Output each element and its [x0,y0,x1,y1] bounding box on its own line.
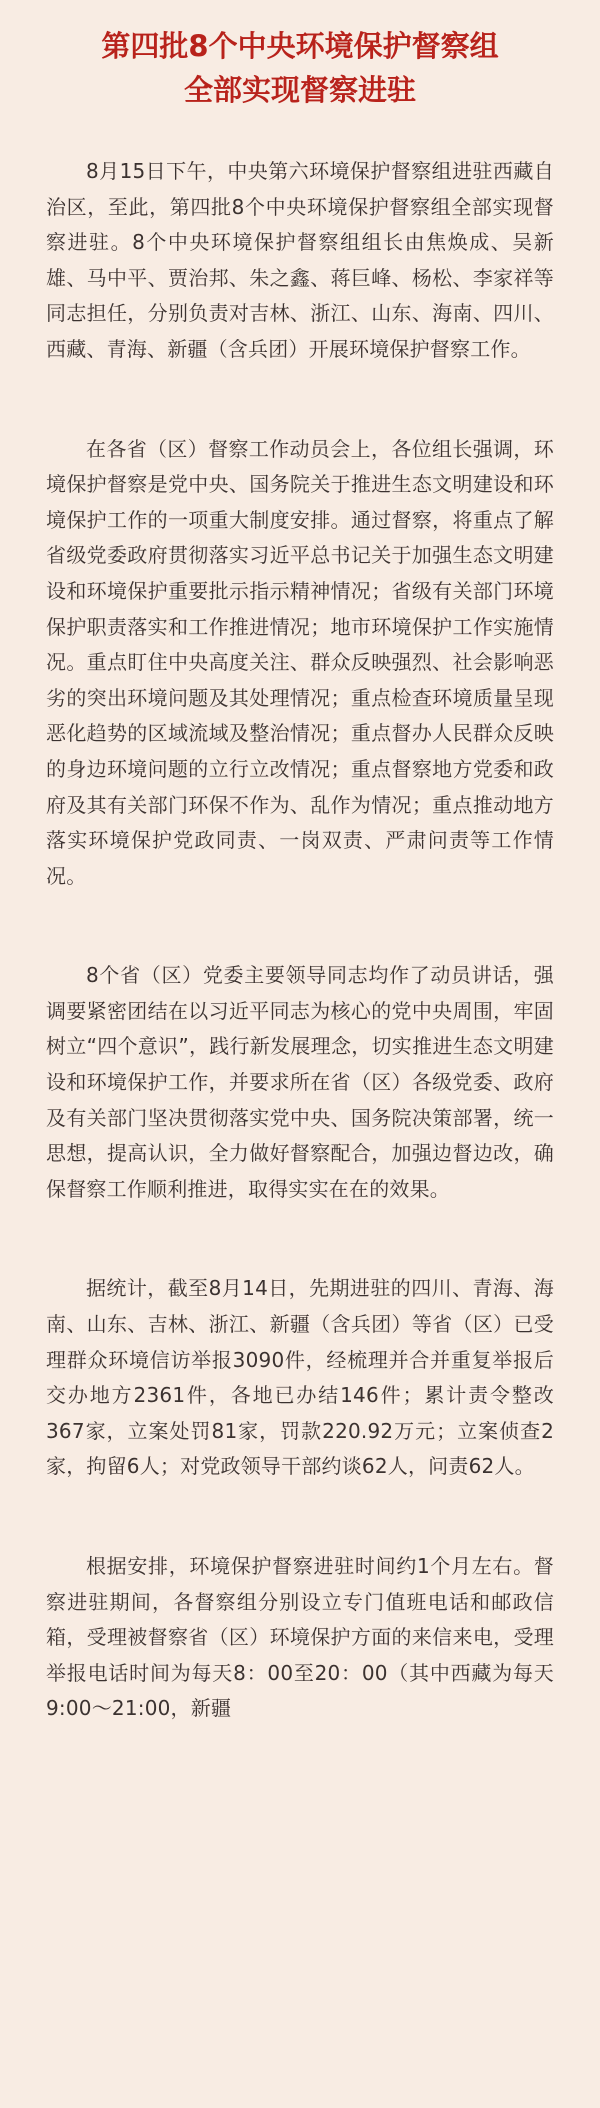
paragraph-spacer [46,894,554,958]
paragraph-3: 8个省（区）党委主要领导同志均作了动员讲话，强调要紧密团结在以习近平同志为核心的党中央周围，牢固树立“四个意识”，践行新发展理念，切实推进生态文明建设和环境保护工作，并要求所在省（区）各级党委、政府及有关部门坚决贯彻落实党中央、国务院决策部署，统一思想，提高认识，全力做好督察配合，加强边督边改，确保督察工作顺利推进，取得实实在在的效果。 [46,963,554,1201]
article-title [46,24,554,112]
paragraph-2: 在各省（区）督察工作动员会上，各位组长强调，环境保护督察是党中央、国务院关于推进生态文明建设和环境保护工作的一项重大制度安排。通过督察，将重点了解省级党委政府贯彻落实习近平总书记关于加强生态文明建设和环境保护重要批示指示精神情况；省级有关部门环境保护职责落实和工作推进情况；地市环境保护工作实施情况。重点盯住中央高度关注、群众反映强烈、社会影响恶劣的突出环境问题及其处理情况；重点检查环境质量呈现恶化趋势的区域流域及整治情况；重点督办人民群众反映的身边环境问题的立行立改情况；重点督察地方党委和政府及其有关部门环保不作为、乱作为情况；重点推动地方落实环境保护党政同责、一岗双责、严肃问责等工作情况。 [46,436,554,888]
paragraph-spacer [46,368,554,432]
article-title-line-2: 全部实现督察进驻 [183,73,416,107]
paragraph-5: 根据安排，环境保护督察进驻时间约1个月左右。督察进驻期间，各督察组分别设立专门值班电话和邮政信箱，受理被督察省（区）环境保护方面的来信来电，受理举报电话时间为每天8：00至20：00（其中西藏为每天9:00～21:00，新疆 [46,1554,554,1721]
paragraph-1: 8月15日下午，中央第六环境保护督察组进驻西藏自治区，至此，第四批8个中央环境保护督察组全部实现督察进驻。8个中央环境保护督察组组长由焦焕成、吴新雄、马中平、贾治邦、朱之鑫、蒋巨峰、杨松、李家祥等同志担任，分别负责对吉林、浙江、山东、海南、四川、西藏、青海、新疆（含兵团）开展环境保护督察工作。 [46,159,554,361]
article-title-line-1: 第四批8个中央环境保护督察组 [101,29,499,63]
paragraph-spacer [46,1207,554,1271]
paragraph-4: 据统计，截至8月14日，先期进驻的四川、青海、海南、山东、吉林、浙江、新疆（含兵团）等省（区）已受理群众环境信访举报3090件，经梳理并合并重复举报后交办地方2361件，各地已办结146件；累计责令整改367家，立案处罚81家，罚款220.92万元；立案侦查2家，拘留6人；对党政领导干部约谈62人，问责62人。 [46,1276,554,1479]
paragraph-spacer [46,1485,554,1549]
